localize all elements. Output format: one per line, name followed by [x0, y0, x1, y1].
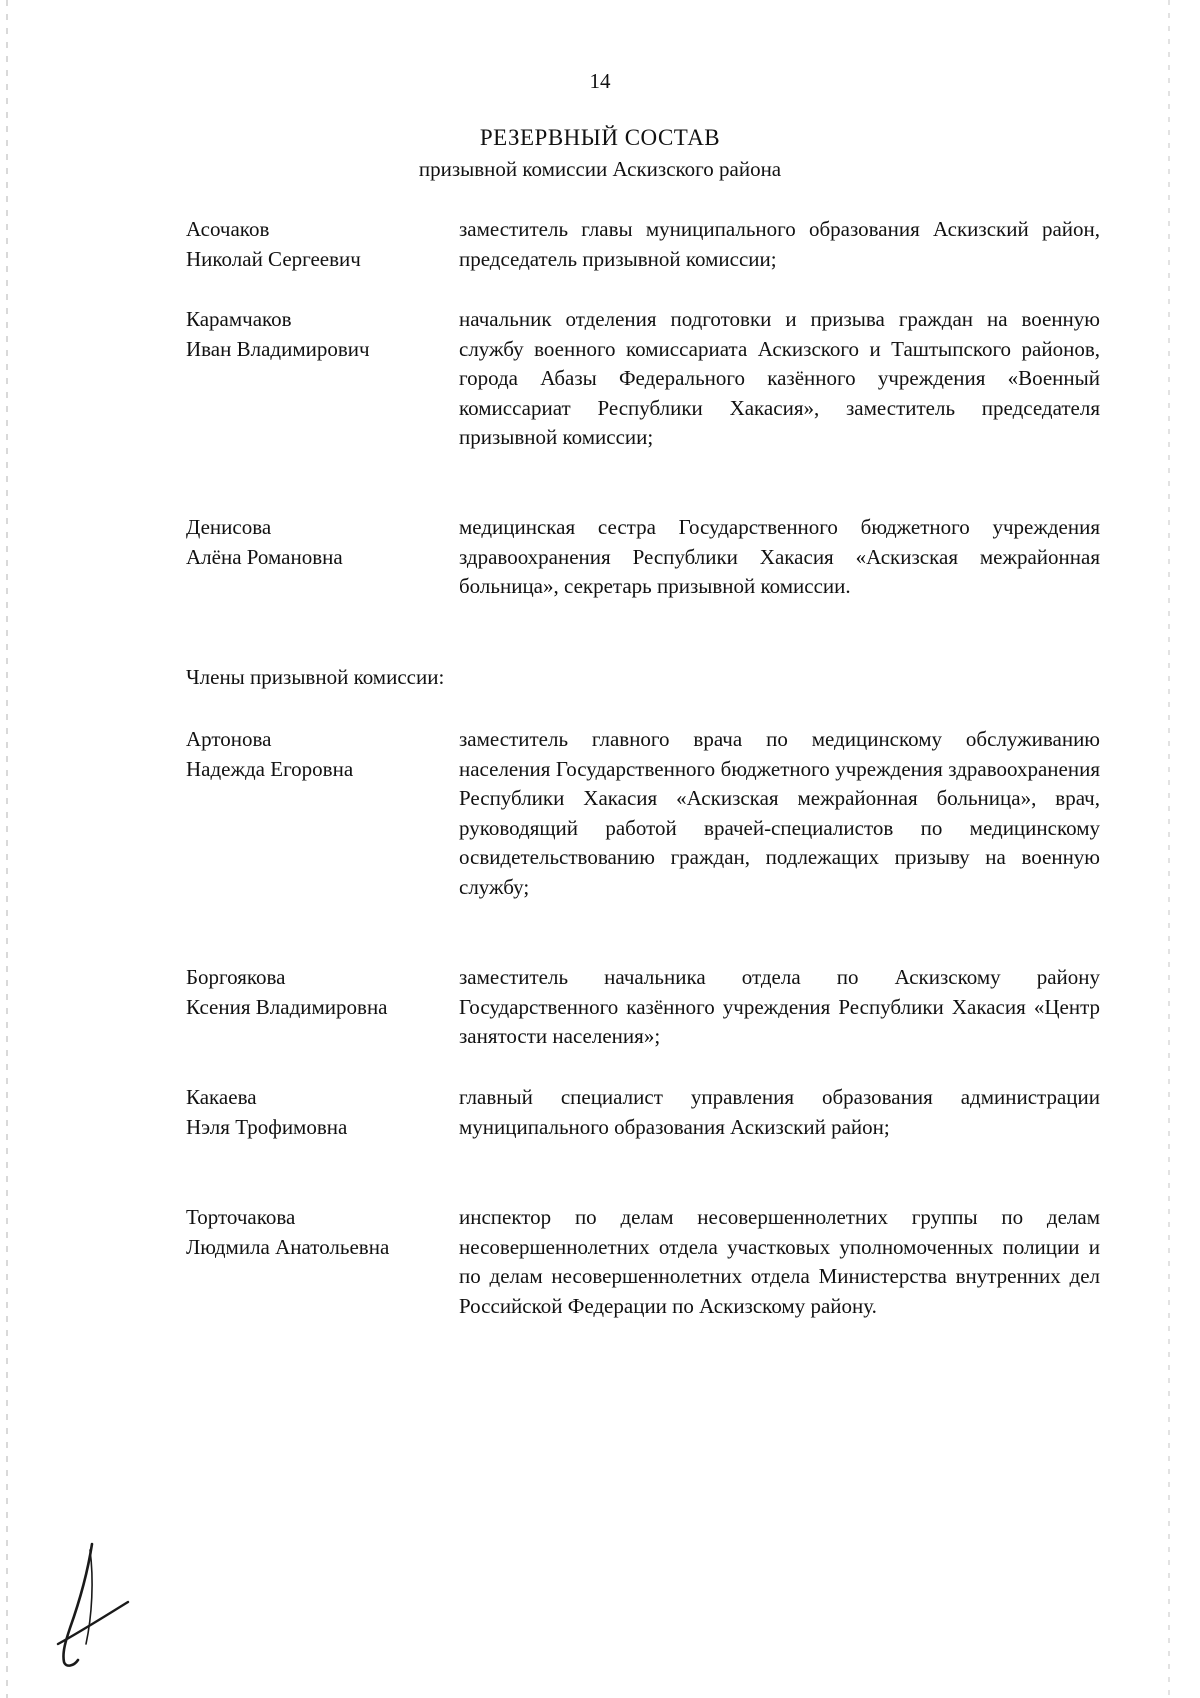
signature-mark: [44, 1540, 134, 1670]
scan-edge-left: [6, 0, 8, 1698]
person-name: [186, 305, 456, 364]
person-surname: Какаева: [186, 1085, 257, 1109]
person-name: [186, 1083, 456, 1142]
person-role: заместитель главы муниципального образования Аскизский район, председатель призывной комиссии;: [459, 217, 1100, 271]
person-given-name: Ксения Владимировна: [186, 994, 388, 1019]
person-surname: Денисова: [186, 515, 272, 539]
person-surname: Боргоякова: [186, 965, 286, 989]
document-subtitle: призывной комиссии Аскизского района: [418, 157, 782, 181]
person-role: медицинская сестра Государственного бюджетного учреждения здравоохранения Республики Хакасия «Аскизская межрайонная больница», секретарь призывной комиссии.: [459, 515, 1100, 598]
person-given-name: Иван Владимирович: [186, 336, 370, 361]
person-role: заместитель главного врача по медицинскому обслуживанию населения Государственного бюджетного учреждения здравоохранения Республики Хакасия «Аскизская межрайонная больница», врач, руководящий работой врачей-специалистов по медицинскому освидетельствованию граждан, подлежащих призыву на военную службу;: [459, 727, 1100, 899]
person-surname: Карамчаков: [186, 307, 292, 331]
person-role: заместитель начальника отдела по Аскизскому району Государственного казённого учреждения Республики Хакасия «Центр занятости населения»;: [459, 965, 1100, 1048]
person-given-name: Алёна Романовна: [186, 544, 343, 569]
person-surname: Асочаков: [186, 217, 270, 241]
person-surname: Артонова: [186, 727, 272, 751]
person-name: [186, 725, 456, 784]
person-surname: Торточакова: [186, 1205, 296, 1229]
scan-edge-right: [1168, 0, 1170, 1698]
members-heading: Члены призывной комиссии:: [186, 665, 445, 689]
person-role: начальник отделения подготовки и призыва граждан на военную службу военного комиссариата Аскизского и Таштыпского районов, города Абазы Федерального казённого учреждения «Военный комиссариат Республики Хакасия», заместитель председателя призывной комиссии;: [459, 307, 1100, 449]
person-name: [186, 1203, 456, 1262]
person-role: инспектор по делам несовершеннолетних группы по делам несовершеннолетних отдела участковых уполномоченных полиции и по делам несовершеннолетних отдела Министерства внутренних дел Российской Федерации по Аскизскому району.: [459, 1205, 1100, 1318]
person-name: [186, 513, 456, 572]
document-title: РЕЗЕРВНЫЙ СОСТАВ: [479, 125, 721, 150]
person-given-name: Николай Сергеевич: [186, 246, 361, 271]
person-given-name: Людмила Анатольевна: [186, 1234, 390, 1259]
person-given-name: Надежда Егоровна: [186, 756, 354, 781]
person-role: главный специалист управления образования администрации муниципального образования Аскизский район;: [459, 1085, 1100, 1139]
person-name: [186, 215, 456, 274]
person-name: [186, 963, 456, 1022]
page-number: 14: [589, 69, 611, 93]
person-given-name: Нэля Трофимовна: [186, 1114, 348, 1139]
